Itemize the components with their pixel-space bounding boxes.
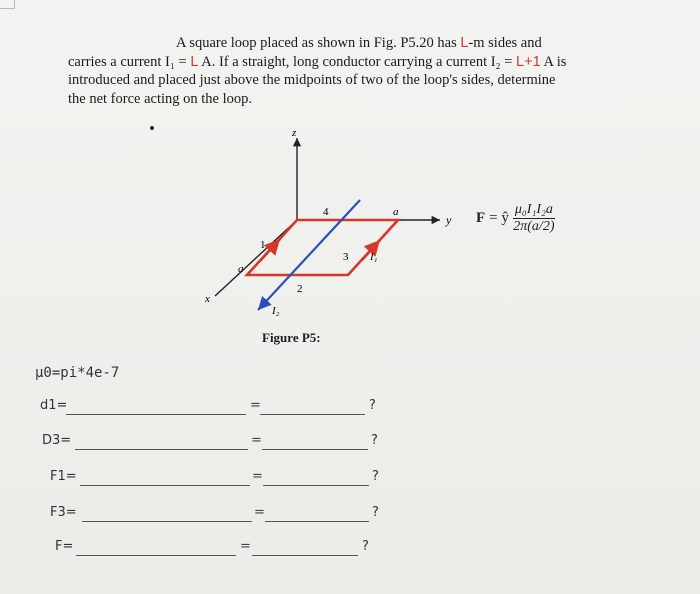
formula-numerator: μ₀I₁I₂a [514,202,553,217]
problem-text: -m sides and [468,35,542,51]
force-formula [476,202,555,235]
x-axis [215,220,297,296]
y-axis-label: y [446,213,452,227]
result-placeholder: ? [362,539,369,554]
stray-dot [150,126,154,130]
answer-input-d3[interactable] [75,449,248,450]
square-loop [247,220,398,275]
answer-row-d1 [0,398,700,418]
answer-row-f1 [0,469,700,489]
answer-row-f [0,539,700,559]
variable-side-length: L [460,35,469,51]
result-input-f1[interactable] [263,485,369,486]
loop-length-label-top: a [393,206,399,218]
formula-F: F [476,210,486,226]
variable-current-1: L [190,53,199,70]
equals-sign: = [240,539,251,554]
figure-diagram [190,120,460,330]
equals-sign: = [251,433,262,448]
side-label-1: 1 [260,239,266,251]
answer-row-d3 [0,433,700,453]
loop-length-label-side: a [238,263,244,275]
answer-input-f1[interactable] [80,485,250,486]
formula-denominator: 2π(a/2) [513,219,555,234]
variable-current-2: L+1 [516,53,541,70]
answer-label: F1= [50,469,77,484]
problem-line-3: introduced and placed just above the midpoints of two of the loop's sides, determine [68,72,556,88]
side-label-3: 3 [343,251,349,263]
problem-text: carries a current I₁ = [68,53,191,70]
mu0-constant: μ0=pi*4e-7 [35,365,120,381]
result-input-f[interactable] [252,555,358,556]
result-input-d1[interactable] [260,414,365,415]
problem-line-2 [68,53,648,72]
answer-label: d1= [40,398,68,413]
x-axis-label: x [205,293,210,305]
page-corner-mark [0,0,15,9]
result-placeholder: ? [372,505,379,520]
problem-statement [68,34,648,108]
side-label-4: 4 [323,206,329,218]
result-input-f3[interactable] [265,521,369,522]
equals-sign: = [252,469,263,484]
answer-input-f3[interactable] [82,521,252,522]
result-placeholder: ? [372,469,379,484]
formula-fraction [513,202,555,235]
result-input-d3[interactable] [262,449,368,450]
problem-text: A is [540,53,567,70]
side-label-2: 2 [297,283,303,295]
current-label-I2: I₂ [272,305,280,317]
problem-line-1 [68,34,648,53]
answer-input-d1[interactable] [66,414,246,415]
answer-label: F= [55,539,74,554]
answer-label: F3= [50,505,77,520]
current-label-I1: I₁ [370,251,378,263]
result-placeholder: ? [371,433,378,448]
result-placeholder: ? [369,398,376,413]
answer-label: D3= [42,433,72,448]
z-axis-label: z [292,127,297,139]
formula-equals: = ŷ [489,210,509,226]
equals-sign: = [254,505,265,520]
equals-sign: = [250,398,261,413]
figure-caption: Figure P5: [262,330,321,345]
problem-text: A. If a straight, long conductor carrying a current I₂ = [198,53,517,70]
answer-input-f[interactable] [76,555,236,556]
problem-text: A square loop placed as shown in Fig. P5.20 has [176,35,461,51]
problem-line-4: the net force acting on the loop. [68,90,253,107]
answer-row-f3 [0,505,700,525]
